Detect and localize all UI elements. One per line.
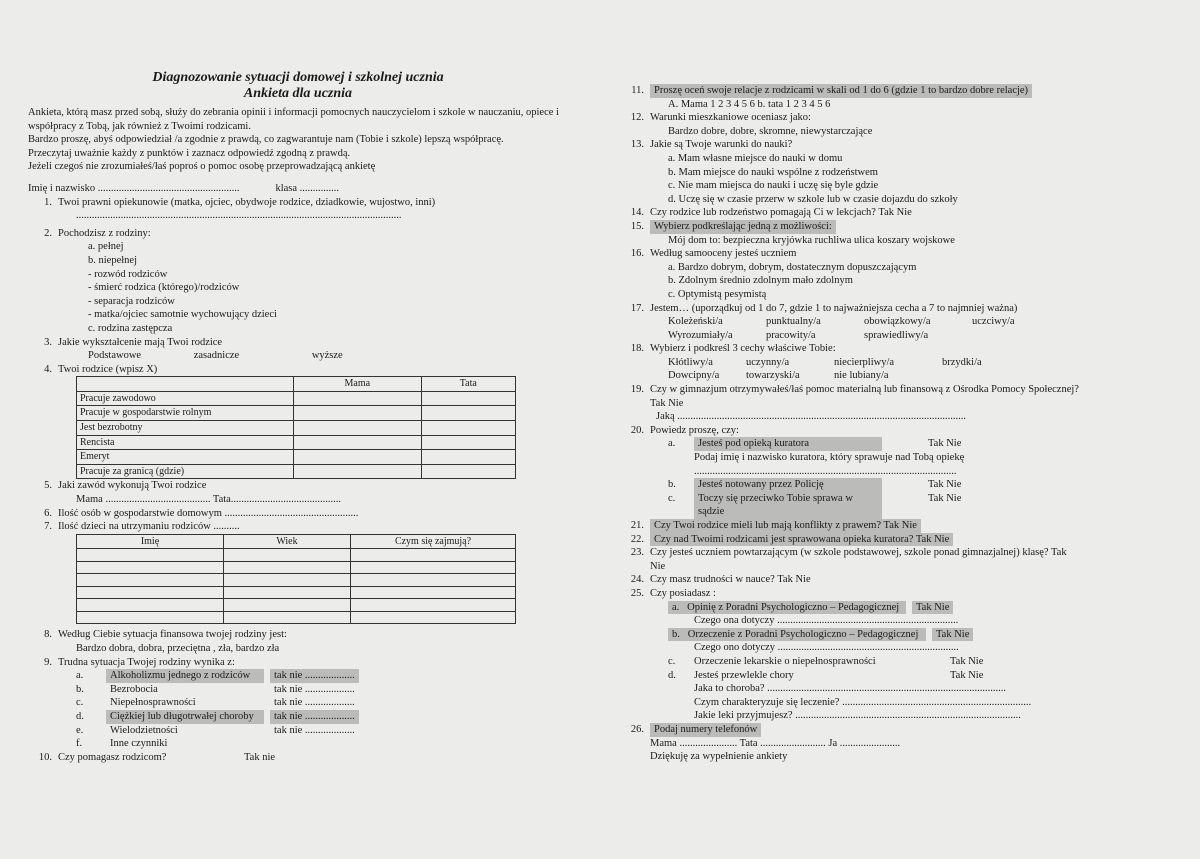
option-row [76,696,568,710]
phone-numbers-line[interactable]: Mama ...................... Tata ......................... Ja ....................... [650,737,901,749]
question-number: 19. [630,384,644,396]
option[interactable]: b. niepełnej [88,254,137,266]
question-number: 14. [630,207,644,219]
option-answer[interactable]: tak nie ................... [274,724,355,736]
table-cell[interactable] [224,586,351,599]
question-1 [28,196,568,210]
option[interactable]: c. rodzina zastępcza [88,322,173,334]
table-row [77,574,516,587]
question-20 [620,424,1140,438]
answer-line[interactable]: Czego ona dotyczy ..................................................................... [694,615,959,627]
table-cell[interactable] [294,421,422,436]
option-letter: a. [76,670,84,682]
left-column [28,70,568,764]
table-cell[interactable] [351,599,516,612]
question-number: 20. [630,424,644,436]
name-field[interactable]: Imię i nazwisko ...................................................... [28,182,240,194]
question-number: 10. [38,751,52,763]
answer-line[interactable]: Jakie leki przyjmujesz? ...................................................................................... [694,710,1021,722]
option-answer[interactable]: tak nie ................... [274,683,355,695]
question-7 [28,520,568,534]
option-answer[interactable]: Tak Nie [912,601,953,615]
option-letter: a. [668,438,676,450]
question-text: Podaj numery telefonów [650,723,761,737]
question-number: 22. [630,533,644,545]
table-cell[interactable] [351,586,516,599]
option-answer[interactable]: Tak Nie [932,628,973,642]
option-text [668,628,926,642]
trait[interactable]: niecierpliwy/a [834,356,895,368]
closing-thanks: Dziękuję za wypełnienie ankiety [650,751,788,763]
option-letter: f. [76,738,83,750]
table-cell[interactable] [224,574,351,587]
rating-scale[interactable]: A. Mama 1 2 3 4 5 6 b. tata 1 2 3 4 5 6 [668,98,831,110]
table-row [77,549,516,562]
option-row [76,683,568,697]
question-16-options [620,261,1140,302]
option-letter: c. [76,697,84,709]
table-cell[interactable] [77,586,224,599]
option-letter: c. [668,492,676,504]
trait[interactable]: Koleżeński/a [668,316,723,328]
option[interactable]: d. Uczę się w czasie przerw w szkole lub w czasie dojazdu do szkoły [668,193,958,205]
traits-row [620,356,1140,370]
table-cell[interactable] [351,574,516,587]
question-text: Według Ciebie sytuacja finansowa twojej rodziny jest: [58,629,287,641]
trait[interactable]: sprawiedliwy/a [864,329,929,341]
question-text[interactable]: Czy nad Twoimi rodzicami jest sprawowana opieka kuratora? Tak Nie [650,533,953,547]
question-26 [620,723,1140,737]
option-row [620,601,1140,615]
table-cell[interactable] [294,406,422,421]
option-letter: d. [668,669,676,681]
question-22 [620,533,1140,547]
question-9 [28,656,568,670]
option-text: Niepełnosprawności [110,697,196,709]
table-header: Mama [294,377,422,392]
option-text [668,601,906,615]
option[interactable]: c. Nie mam miejsca do nauki i uczę się byle gdzie [668,180,879,192]
table-cell: Pracuje zawodowo [77,391,294,406]
question-number: 3. [44,336,52,348]
table-row [77,406,516,421]
option[interactable]: a. Bardzo dobrym, dobrym, dostatecznym dopuszczającym [668,261,917,273]
option-answer[interactable]: tak nie ................... [270,710,359,724]
intro-text [28,106,568,174]
table-cell[interactable] [421,435,515,450]
question-23 [620,546,1140,560]
question-text: Czy w gimnazjum otrzymywałeś/łaś pomoc materialną lub finansową z Ośrodka Pomocy Społecznej? [650,384,1079,396]
question-4 [28,363,568,377]
right-column [620,84,1140,764]
option-subtext: Podaj imię i nazwisko kuratora, który sprawuje nad Tobą opiekę [694,452,965,464]
question-text: Według samooceny jesteś uczniem [650,248,797,260]
table-cell[interactable] [351,549,516,562]
table-header [77,377,294,392]
question-2 [28,227,568,241]
option-row [76,737,568,751]
table-cell[interactable] [294,450,422,465]
trait[interactable]: uczynny/a [746,356,790,368]
table-cell[interactable] [77,549,224,562]
question-number: 18. [630,343,644,355]
table-cell[interactable] [294,464,422,479]
trait[interactable]: towarzyski/a [746,370,800,382]
option[interactable]: - śmierć rodzica (którego)/rodziców [88,282,240,294]
question-number: 12. [630,112,644,124]
question-text: Jestem… (uporządkuj od 1 do 7, gdzie 1 to najważniejsza cecha a 7 to najmniej ważna) [650,302,1018,314]
option[interactable]: Podstawowe [88,350,142,362]
answer-line[interactable]: Jaką .............................................................................................................. [656,411,967,423]
question-number: 15. [630,220,644,232]
trait[interactable]: punktualny/a [766,316,821,328]
table-cell[interactable] [421,450,515,465]
answer-options[interactable]: Tak nie [244,751,276,763]
option-answer[interactable]: Tak Nie [950,669,984,681]
option[interactable]: a. Mam własne miejsce do nauki w domu [668,152,843,164]
table-cell[interactable] [224,561,351,574]
question-number: 13. [630,139,644,151]
option-letter: b. [76,683,84,695]
option-text: Jesteś przewlekle chory [694,669,794,681]
option-answer[interactable]: Tak Nie [928,438,962,450]
question-text: Proszę oceń swoje relacje z rodzicami w skali od 1 do 6 (gdzie 1 to bardzo dobre relacje) [650,84,1032,98]
question-16 [620,247,1140,261]
table-header: Czym się zajmują? [351,534,516,549]
intro-paragraph: Ankieta, którą masz przed sobą, służy do zebrania opinii i informacji pomocnych nauczycielom i szkole w nauczaniu, opiece i współpracy z Tobą, jak również z Twoimi rodzicami. [28,107,559,132]
answer-options[interactable]: Bardzo dobra, dobra, przeciętna , zła, bardzo zła [76,643,280,654]
table-cell: Pracuje w gospodarstwie rolnym [77,406,294,421]
question-3-options [28,349,568,363]
question-2-options [28,240,568,335]
table-cell[interactable] [77,599,224,612]
option-text: Bezrobocia [110,683,158,695]
question-12 [620,111,1140,125]
option-row [76,710,568,724]
question-number: 6. [44,507,52,519]
intro-paragraph: Przeczytaj uważnie każdy z punktów i zaznacz odpowiedź zgodną z prawdą. [28,147,351,159]
question-text: Jakie wykształcenie mają Twoi rodzice [58,336,223,348]
answer-options[interactable]: Nie [650,560,666,572]
trait[interactable]: Kłótliwy/a [668,356,713,368]
option-text: Orzeczenie lekarskie o niepełnosprawności [694,655,876,667]
question-number: 11. [631,85,644,96]
question-number: 5. [44,480,52,492]
table-row [77,421,516,436]
question-number: 24. [630,574,644,586]
trait[interactable]: nie lubiany/a [834,370,889,382]
option[interactable]: - rozwód rodziców [88,268,168,280]
trait[interactable]: Dowcipny/a [668,370,720,382]
question-text: Twoi prawni opiekunowie (matka, ojciec, obydwoje rodzice, dziadkowie, wujostwo, inni) [58,196,436,208]
option-label: Opinię z Poradni Psychologiczno – Pedagogicznej [687,601,900,613]
question-text: Twoi rodzice (wpisz X) [58,363,158,375]
option-letter: b. [668,479,676,491]
answer-line[interactable]: Jaka to choroba? ........................................................................................... [694,683,1007,695]
option[interactable]: c. Optymistą pesymistą [668,288,767,300]
answer-line[interactable]: ............................................................................................................................ [76,210,402,222]
table-row [77,586,516,599]
table-cell[interactable] [294,435,422,450]
answer-options[interactable]: Tak Nie [650,397,684,409]
trait[interactable]: obowiązkowy/a [864,316,931,328]
question-13 [620,138,1140,152]
question-text[interactable]: Ilość osób w gospodarstwie domowym ................................................... [58,507,359,519]
question-text: Trudna sytuacja Twojej rodziny wynika z: [58,656,235,668]
table-row [77,561,516,574]
question-text[interactable]: Czy masz trudności w nauce? Tak Nie [650,574,811,586]
option-answer[interactable]: Tak Nie [950,655,984,667]
answer-options[interactable]: Mój dom to: bezpieczna kryjówka ruchliwa ulica koszary wojskowe [668,234,955,246]
class-field[interactable]: klasa ............... [275,182,340,194]
question-text: Pochodzisz z rodziny: [58,227,151,239]
question-number: 2. [44,227,52,239]
table-header: Tata [421,377,515,392]
option-answer[interactable]: tak nie ................... [274,697,355,709]
option-label: Orzeczenie z Poradni Psychologiczno – Pedagogicznej [687,628,919,640]
table-row [77,450,516,465]
option-row [620,492,1140,519]
option-text: Alkoholizmu jednego z rodziców [106,669,264,683]
traits-row [620,315,1140,329]
question-13-options [620,152,1140,206]
question-9-options [28,669,568,751]
table-header: Imię [77,534,224,549]
table-cell[interactable] [351,561,516,574]
table-cell[interactable] [351,611,516,624]
table-cell[interactable] [224,549,351,562]
answer-options[interactable]: Bardzo dobre, dobre, skromne, niewystarczające [668,125,873,137]
question-number: 23. [630,547,644,559]
question-14 [620,206,1140,220]
table-cell[interactable] [224,599,351,612]
table-row [77,599,516,612]
option-row [620,437,1140,451]
children-table [76,534,516,625]
trait[interactable]: brzydki/a [942,356,982,368]
option-row [620,478,1140,492]
intro-paragraph: Bardzo proszę, abyś odpowiedział /a zgodnie z prawdą, co zagwarantuje nam (Tobie i szkole) lepszą współpracę. [28,134,504,146]
option-letter: e. [76,724,84,736]
option[interactable]: b. Zdolnym średnio zdolnym mało zdolnym [668,275,853,287]
question-number: 1. [44,196,52,208]
question-text: Warunki mieszkaniowe oceniasz jako: [650,112,811,124]
option-letter: c. [668,655,676,667]
table-cell[interactable] [77,611,224,624]
page-title: Diagnozowanie sytuacji domowej i szkolnej ucznia [152,70,444,85]
question-text: Jakie są Twoje warunki do nauki? [650,139,793,151]
option-text: Ciężkiej lub długotrwałej choroby [106,710,264,724]
table-cell: Jest bezrobotny [77,421,294,436]
option-row [620,669,1140,683]
option[interactable]: - separacja rodziców [88,295,175,307]
question-24 [620,573,1140,587]
table-cell[interactable] [421,421,515,436]
question-number: 21. [630,520,644,531]
question-8 [28,628,568,642]
question-text[interactable]: Czy jesteś uczniem powtarzającym (w szkole podstawowej, szkole ponad gimnazjalnej) klasę? Tak [650,547,1067,559]
answer-line[interactable]: Mama ........................................ Tata.......................................... [76,494,342,506]
option-text: Jesteś pod opieką kuratora [694,437,882,451]
table-row [77,464,516,479]
table-row [77,391,516,406]
question-text: Powiedz proszę, czy: [650,424,739,436]
page-subtitle: Ankieta dla ucznia [243,86,353,101]
answer-line[interactable]: .................................................................................................... [694,465,957,477]
question-text[interactable]: Czy Twoi rodzice mieli lub mają konflikty z prawem? Tak Nie [650,519,921,533]
question-text: Wybierz podkreślając jedną z możliwości: [650,220,836,234]
traits-row [620,329,1140,343]
table-cell[interactable] [421,406,515,421]
option-text: Jesteś notowany przez Policję [694,478,882,492]
name-class-line [28,182,568,196]
option-text: Inne czynniki [110,738,168,750]
option[interactable]: - matka/ojciec samotnie wychowujący dzieci [88,309,277,321]
option[interactable]: a. pełnej [88,241,124,253]
table-cell[interactable] [421,464,515,479]
question-21 [620,519,1140,533]
question-number: 8. [44,629,52,641]
question-19 [620,383,1140,397]
traits-row [620,369,1140,383]
question-text[interactable]: Ilość dzieci na utrzymaniu rodziców .......... [58,521,240,533]
option[interactable]: wyższe [311,350,343,362]
question-11 [620,84,1140,98]
question-text: Wybierz i podkreśl 3 cechy właściwe Tobie: [650,343,836,355]
option-row [620,628,1140,642]
table-cell: Pracuje za granicą (gdzie) [77,464,294,479]
intro-paragraph: Jeżeli czegoś nie zrozumiałeś/łaś poproś o pomoc osobę przeprowadzającą ankietę [28,161,376,173]
question-number: 16. [630,248,644,260]
option-text: Toczy się przeciwko Tobie sprawa w sądzie [694,492,882,519]
option-letter: a. [672,601,680,613]
option-answer[interactable]: Tak Nie [928,479,962,491]
question-6 [28,507,568,521]
question-15 [620,220,1140,234]
answer-line[interactable]: Czego ono dotyczy ..................................................................... [694,642,959,654]
option-text: Wielodzietności [110,724,178,736]
option-answer[interactable]: tak nie ................... [270,669,359,683]
question-number: 7. [44,521,52,533]
table-row [77,611,516,624]
trait[interactable]: pracowity/a [766,329,816,341]
answer-line[interactable]: Czym charakteryzuje się leczenie? ........................................................................ [694,696,1032,708]
option-row [76,724,568,738]
table-cell[interactable] [294,391,422,406]
option-letter: d. [76,710,84,722]
question-text[interactable]: Czy rodzice lub rodzeństwo pomagają Ci w lekcjach? Tak Nie [650,207,912,219]
question-number: 9. [44,656,52,668]
table-cell: Rencista [77,435,294,450]
option-row [76,669,568,683]
question-10 [28,751,568,765]
trait[interactable]: uczciwy/a [972,316,1015,328]
table-cell[interactable] [421,391,515,406]
question-number: 25. [630,587,644,599]
question-3 [28,336,568,350]
question-text: Jaki zawód wykonują Twoi rodzice [58,480,207,492]
table-cell: Emeryt [77,450,294,465]
option-answer[interactable]: Tak Nie [928,492,962,504]
option[interactable]: b. Mam miejsce do nauki wspólne z rodzeństwem [668,166,878,178]
table-cell[interactable] [77,561,224,574]
question-number: 26. [630,723,644,735]
option-row [620,655,1140,669]
option-letter: b. [672,628,680,640]
question-number: 4. [44,363,52,375]
question-text: Czy pomagasz rodzicom? [58,751,167,763]
question-25 [620,587,1140,601]
question-17 [620,302,1140,316]
question-18 [620,342,1140,356]
parents-table [76,376,516,479]
table-cell[interactable] [224,611,351,624]
table-header: Wiek [224,534,351,549]
question-number: 17. [630,302,644,314]
option[interactable]: zasadnicze [193,350,240,362]
trait[interactable]: Wyrozumiały/a [668,329,733,341]
question-5 [28,479,568,493]
question-text: Czy posiadasz : [650,587,716,599]
table-cell[interactable] [77,574,224,587]
table-row [77,435,516,450]
